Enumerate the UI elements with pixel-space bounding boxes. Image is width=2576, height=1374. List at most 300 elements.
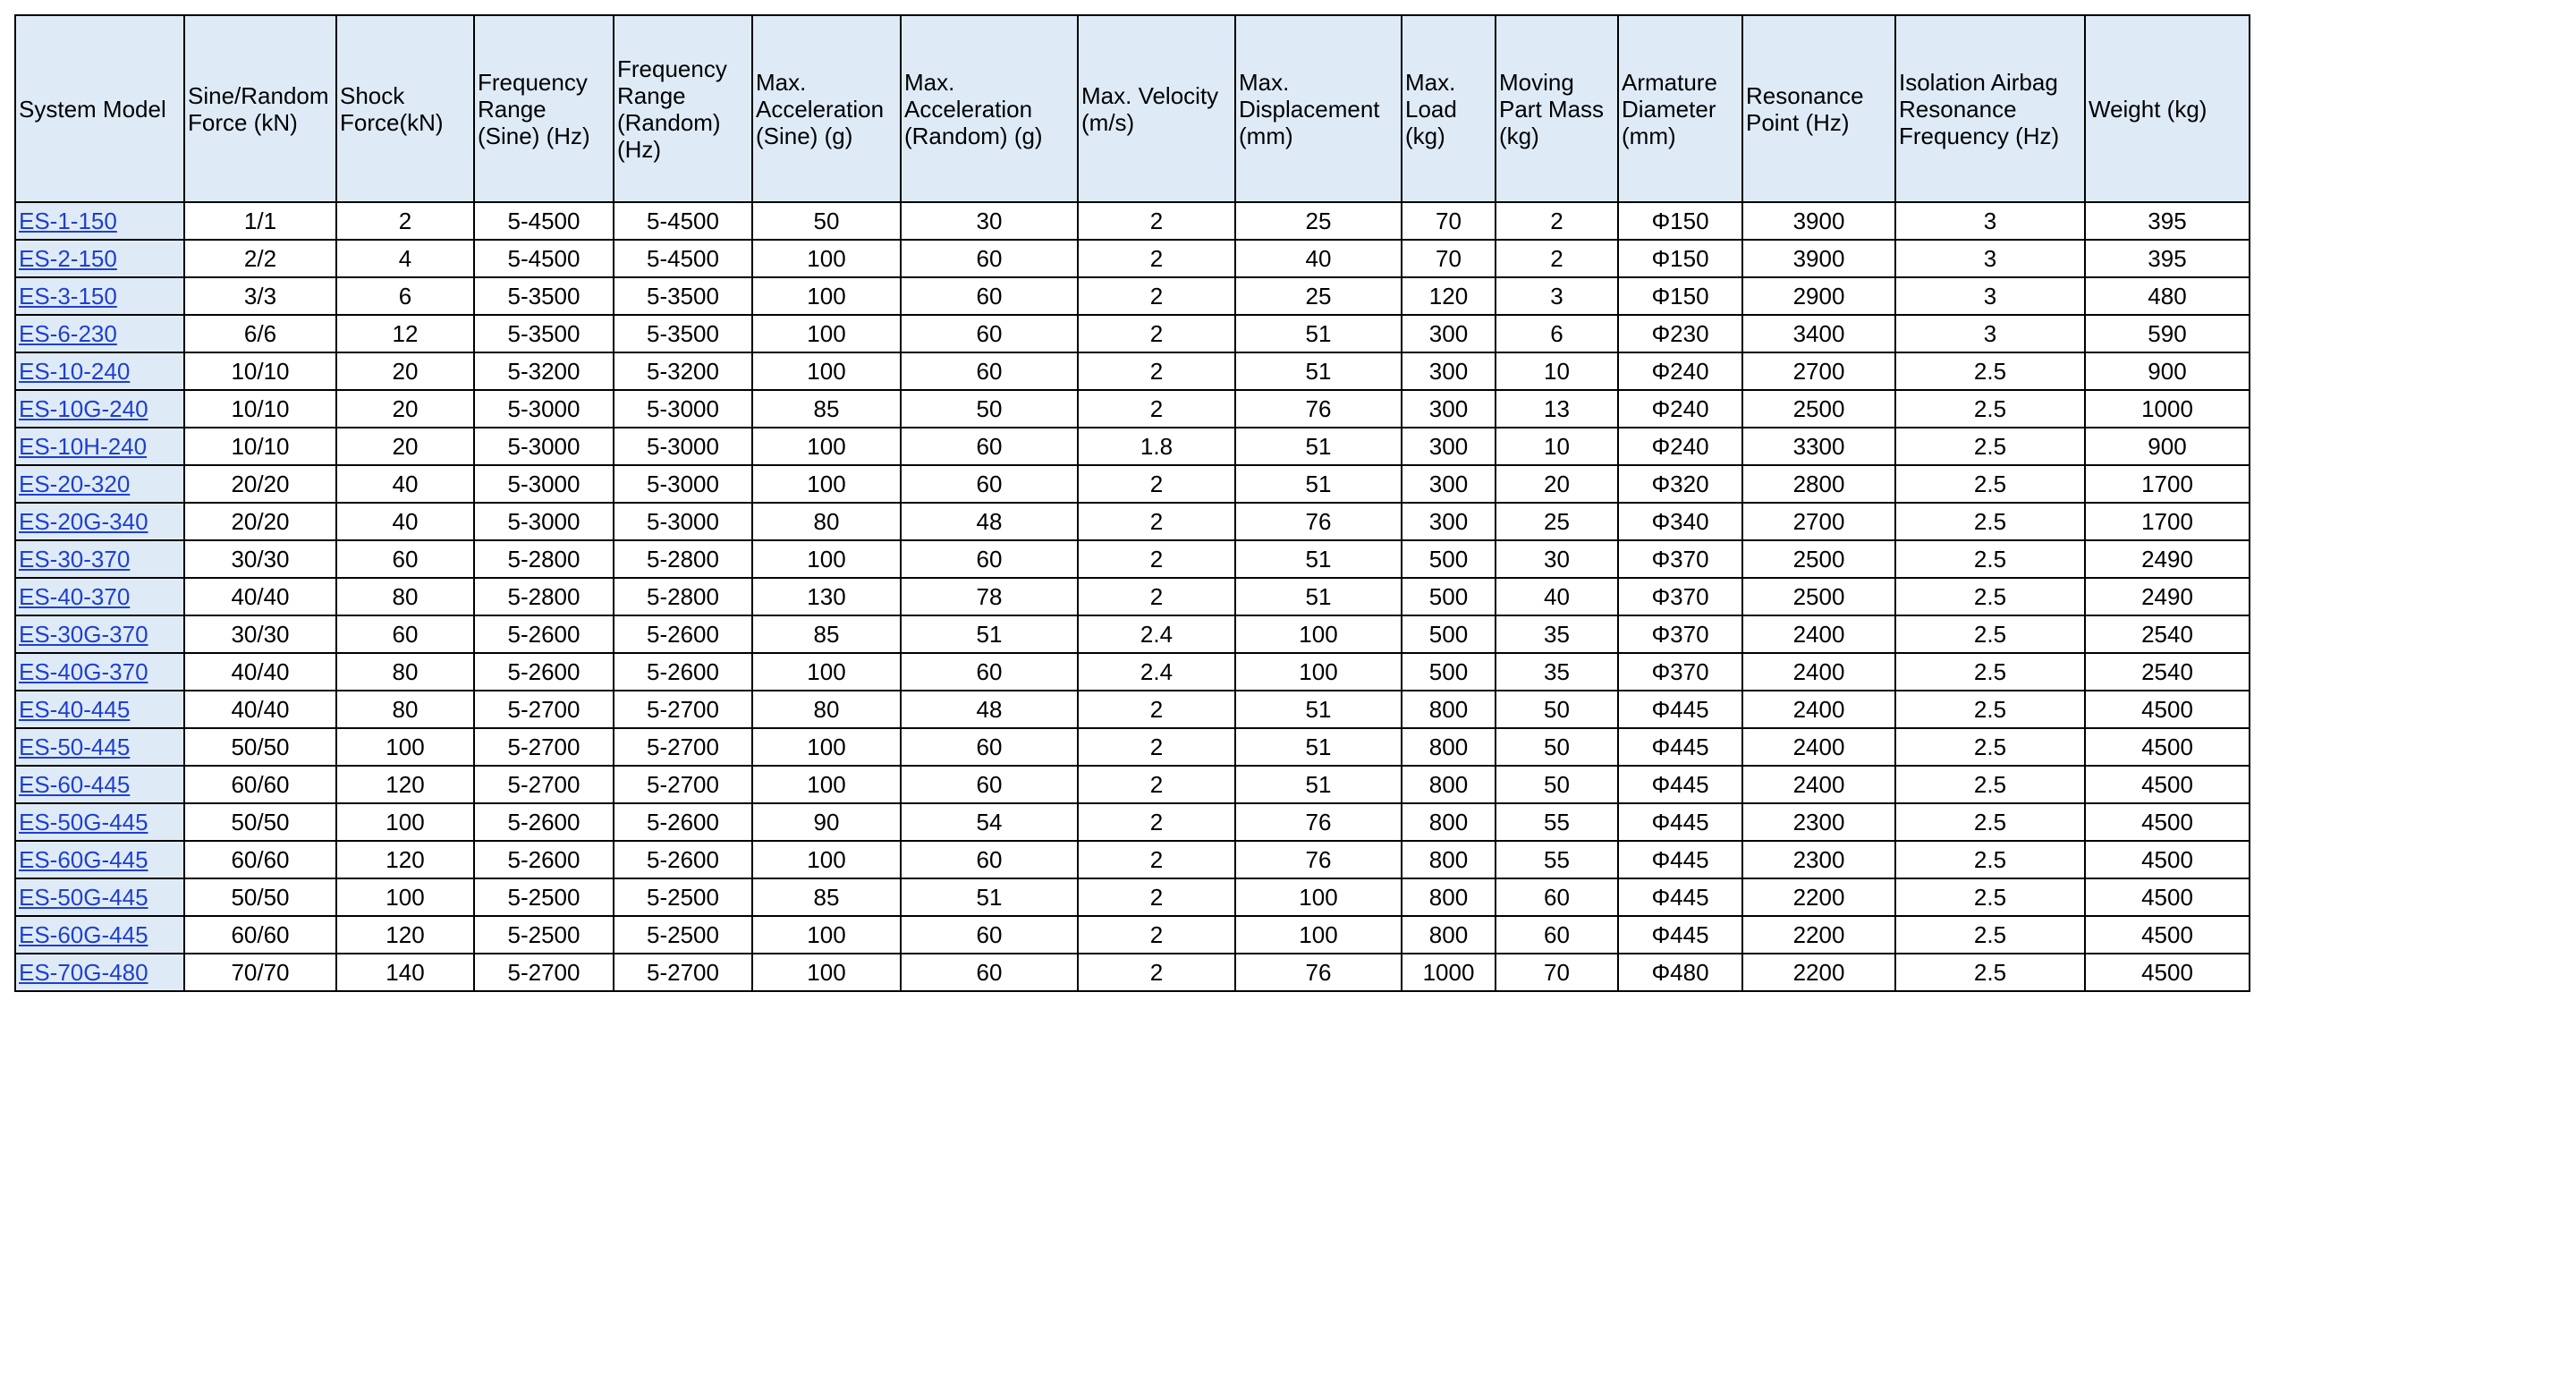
cell-max-displacement: 25 [1235,202,1402,240]
cell-moving-part-mass: 60 [1496,878,1618,916]
system-model-link[interactable]: ES-3-150 [19,282,117,310]
cell-isolation-airbag-frequency: 3 [1895,202,2085,240]
cell-max-load: 300 [1402,352,1496,390]
cell-max-displacement: 76 [1235,503,1402,540]
cell-max-load: 800 [1402,916,1496,954]
cell-armature-diameter: Φ370 [1618,653,1742,691]
cell-frequency-range-random: 5-2500 [614,916,752,954]
cell-max-velocity: 2 [1078,540,1235,578]
cell-resonance-point: 2400 [1742,766,1895,803]
cell-resonance-point: 2500 [1742,578,1895,615]
cell-frequency-range-random: 5-2700 [614,728,752,766]
cell-max-acceleration-random: 60 [901,540,1078,578]
cell-max-acceleration-random: 60 [901,841,1078,878]
cell-resonance-point: 2500 [1742,390,1895,428]
system-model-link[interactable]: ES-2-150 [19,244,117,272]
cell-max-velocity: 2 [1078,315,1235,352]
cell-moving-part-mass: 3 [1496,277,1618,315]
cell-sine-random-force: 10/10 [184,390,336,428]
cell-max-load: 70 [1402,240,1496,277]
cell-armature-diameter: Φ445 [1618,766,1742,803]
cell-max-acceleration-random: 60 [901,315,1078,352]
header-max-load: Max. Load (kg) [1402,15,1496,202]
cell-frequency-range-random: 5-4500 [614,240,752,277]
cell-max-velocity: 2 [1078,841,1235,878]
table-row [15,691,2250,728]
cell-frequency-range-sine: 5-2800 [474,540,614,578]
cell-moving-part-mass: 6 [1496,315,1618,352]
cell-moving-part-mass: 30 [1496,540,1618,578]
cell-shock-force: 4 [336,240,474,277]
cell-resonance-point: 2400 [1742,615,1895,653]
cell-max-displacement: 51 [1235,428,1402,465]
cell-weight: 2490 [2085,578,2250,615]
cell-sine-random-force: 20/20 [184,465,336,503]
cell-max-velocity: 2 [1078,352,1235,390]
cell-sine-random-force: 40/40 [184,578,336,615]
system-model-link[interactable]: ES-40G-370 [19,657,148,685]
cell-shock-force: 140 [336,954,474,991]
cell-max-load: 300 [1402,465,1496,503]
cell-armature-diameter: Φ370 [1618,578,1742,615]
cell-sine-random-force: 50/50 [184,878,336,916]
cell-frequency-range-random: 5-4500 [614,202,752,240]
cell-system-model [15,540,184,578]
cell-sine-random-force: 40/40 [184,691,336,728]
cell-max-load: 1000 [1402,954,1496,991]
cell-weight: 900 [2085,352,2250,390]
cell-max-acceleration-sine: 85 [752,878,901,916]
table-row [15,277,2250,315]
cell-shock-force: 60 [336,615,474,653]
cell-shock-force: 100 [336,878,474,916]
cell-system-model [15,352,184,390]
cell-max-acceleration-random: 51 [901,878,1078,916]
cell-max-velocity: 2 [1078,916,1235,954]
cell-max-acceleration-sine: 100 [752,277,901,315]
cell-max-load: 800 [1402,728,1496,766]
cell-isolation-airbag-frequency: 2.5 [1895,390,2085,428]
cell-moving-part-mass: 10 [1496,352,1618,390]
system-model-link[interactable]: ES-50G-445 [19,808,148,835]
cell-max-acceleration-sine: 85 [752,390,901,428]
table-row [15,465,2250,503]
table-row [15,390,2250,428]
cell-isolation-airbag-frequency: 2.5 [1895,352,2085,390]
cell-frequency-range-sine: 5-2500 [474,916,614,954]
cell-frequency-range-random: 5-3500 [614,277,752,315]
cell-max-acceleration-sine: 100 [752,841,901,878]
cell-max-velocity: 2 [1078,878,1235,916]
table-row [15,916,2250,954]
cell-armature-diameter: Φ320 [1618,465,1742,503]
cell-weight: 2540 [2085,615,2250,653]
cell-weight: 1000 [2085,390,2250,428]
cell-max-acceleration-sine: 100 [752,315,901,352]
cell-max-displacement: 76 [1235,390,1402,428]
cell-max-acceleration-sine: 80 [752,503,901,540]
cell-max-acceleration-random: 48 [901,503,1078,540]
cell-sine-random-force: 60/60 [184,766,336,803]
table-row [15,428,2250,465]
cell-shock-force: 80 [336,578,474,615]
cell-isolation-airbag-frequency: 2.5 [1895,916,2085,954]
system-model-link[interactable]: ES-50-445 [19,733,131,760]
cell-shock-force: 40 [336,465,474,503]
cell-system-model [15,878,184,916]
cell-max-acceleration-random: 60 [901,954,1078,991]
cell-shock-force: 40 [336,503,474,540]
cell-max-displacement: 76 [1235,803,1402,841]
cell-max-acceleration-sine: 100 [752,766,901,803]
cell-isolation-airbag-frequency: 2.5 [1895,841,2085,878]
cell-weight: 395 [2085,240,2250,277]
table-row [15,503,2250,540]
cell-isolation-airbag-frequency: 2.5 [1895,615,2085,653]
cell-shock-force: 6 [336,277,474,315]
cell-resonance-point: 2500 [1742,540,1895,578]
cell-max-acceleration-random: 60 [901,352,1078,390]
cell-max-load: 300 [1402,428,1496,465]
cell-system-model [15,428,184,465]
cell-shock-force: 100 [336,728,474,766]
cell-moving-part-mass: 60 [1496,916,1618,954]
cell-max-acceleration-sine: 100 [752,916,901,954]
cell-weight: 4500 [2085,878,2250,916]
header-moving-part-mass: Moving Part Mass (kg) [1496,15,1618,202]
cell-moving-part-mass: 10 [1496,428,1618,465]
system-model-link[interactable]: ES-40-445 [19,695,131,723]
cell-resonance-point: 2300 [1742,803,1895,841]
cell-sine-random-force: 60/60 [184,916,336,954]
cell-resonance-point: 2700 [1742,503,1895,540]
cell-max-displacement: 51 [1235,465,1402,503]
table-row [15,878,2250,916]
cell-shock-force: 2 [336,202,474,240]
cell-sine-random-force: 2/2 [184,240,336,277]
cell-resonance-point: 2400 [1742,691,1895,728]
cell-isolation-airbag-frequency: 3 [1895,240,2085,277]
cell-sine-random-force: 10/10 [184,352,336,390]
cell-max-acceleration-random: 60 [901,916,1078,954]
cell-weight: 1700 [2085,503,2250,540]
cell-shock-force: 120 [336,841,474,878]
cell-system-model [15,277,184,315]
header-row [15,15,2250,202]
cell-system-model [15,315,184,352]
cell-max-acceleration-random: 60 [901,428,1078,465]
cell-moving-part-mass: 2 [1496,240,1618,277]
table-row [15,653,2250,691]
cell-max-acceleration-random: 60 [901,653,1078,691]
cell-shock-force: 12 [336,315,474,352]
cell-max-velocity: 2 [1078,390,1235,428]
cell-max-velocity: 2 [1078,578,1235,615]
cell-max-acceleration-sine: 85 [752,615,901,653]
cell-sine-random-force: 30/30 [184,540,336,578]
cell-max-acceleration-random: 54 [901,803,1078,841]
cell-max-acceleration-sine: 100 [752,465,901,503]
cell-weight: 480 [2085,277,2250,315]
cell-weight: 900 [2085,428,2250,465]
cell-moving-part-mass: 70 [1496,954,1618,991]
system-model-link[interactable]: ES-60-445 [19,770,131,798]
cell-moving-part-mass: 20 [1496,465,1618,503]
cell-max-velocity: 2 [1078,728,1235,766]
cell-system-model [15,841,184,878]
cell-frequency-range-sine: 5-4500 [474,202,614,240]
cell-max-acceleration-random: 48 [901,691,1078,728]
header-max-acceleration-random: Max. Acceleration (Random) (g) [901,15,1078,202]
system-model-link[interactable]: ES-60G-445 [19,845,148,873]
cell-max-acceleration-random: 50 [901,390,1078,428]
cell-max-velocity: 2 [1078,503,1235,540]
cell-frequency-range-sine: 5-2600 [474,615,614,653]
cell-armature-diameter: Φ480 [1618,954,1742,991]
cell-isolation-airbag-frequency: 2.5 [1895,954,2085,991]
cell-frequency-range-sine: 5-3500 [474,277,614,315]
cell-sine-random-force: 70/70 [184,954,336,991]
system-model-link[interactable]: ES-60G-445 [19,920,148,948]
cell-frequency-range-sine: 5-2600 [474,653,614,691]
cell-frequency-range-sine: 5-3000 [474,428,614,465]
cell-max-load: 120 [1402,277,1496,315]
table-row [15,841,2250,878]
cell-max-displacement: 25 [1235,277,1402,315]
cell-moving-part-mass: 13 [1496,390,1618,428]
system-model-link[interactable]: ES-10G-240 [19,394,148,422]
cell-system-model [15,803,184,841]
cell-frequency-range-random: 5-3000 [614,428,752,465]
cell-max-acceleration-sine: 100 [752,954,901,991]
cell-isolation-airbag-frequency: 2.5 [1895,766,2085,803]
cell-moving-part-mass: 55 [1496,841,1618,878]
cell-isolation-airbag-frequency: 2.5 [1895,578,2085,615]
cell-system-model [15,691,184,728]
system-model-link[interactable]: ES-10H-240 [19,432,148,460]
cell-max-displacement: 51 [1235,578,1402,615]
cell-sine-random-force: 3/3 [184,277,336,315]
cell-isolation-airbag-frequency: 3 [1895,315,2085,352]
cell-max-acceleration-random: 78 [901,578,1078,615]
cell-max-velocity: 2 [1078,766,1235,803]
system-model-link[interactable]: ES-40-370 [19,582,131,610]
cell-resonance-point: 2200 [1742,916,1895,954]
cell-isolation-airbag-frequency: 2.5 [1895,728,2085,766]
system-model-link[interactable]: ES-6-230 [19,319,117,347]
cell-max-velocity: 2 [1078,465,1235,503]
header-frequency-range-sine: Frequency Range (Sine) (Hz) [474,15,614,202]
cell-frequency-range-sine: 5-2600 [474,803,614,841]
cell-shock-force: 120 [336,916,474,954]
cell-frequency-range-random: 5-2700 [614,766,752,803]
cell-max-velocity: 1.8 [1078,428,1235,465]
cell-armature-diameter: Φ445 [1618,878,1742,916]
cell-armature-diameter: Φ445 [1618,841,1742,878]
cell-max-load: 500 [1402,540,1496,578]
cell-system-model [15,202,184,240]
cell-moving-part-mass: 50 [1496,691,1618,728]
system-model-link[interactable]: ES-70G-480 [19,958,148,986]
cell-weight: 590 [2085,315,2250,352]
cell-frequency-range-random: 5-2800 [614,540,752,578]
cell-max-velocity: 2 [1078,691,1235,728]
cell-sine-random-force: 40/40 [184,653,336,691]
cell-max-acceleration-sine: 90 [752,803,901,841]
cell-system-model [15,653,184,691]
cell-isolation-airbag-frequency: 2.5 [1895,691,2085,728]
cell-system-model [15,390,184,428]
cell-system-model [15,916,184,954]
system-model-link[interactable]: ES-20-320 [19,470,131,497]
cell-max-displacement: 40 [1235,240,1402,277]
table-row [15,803,2250,841]
cell-resonance-point: 2400 [1742,653,1895,691]
cell-max-acceleration-sine: 100 [752,428,901,465]
cell-frequency-range-random: 5-3500 [614,315,752,352]
header-max-velocity: Max. Velocity (m/s) [1078,15,1235,202]
cell-max-displacement: 51 [1235,766,1402,803]
cell-frequency-range-sine: 5-2700 [474,728,614,766]
cell-moving-part-mass: 35 [1496,615,1618,653]
cell-max-acceleration-sine: 130 [752,578,901,615]
header-isolation-airbag-frequency: Isolation Airbag Resonance Frequency (Hz) [1895,15,2085,202]
cell-armature-diameter: Φ150 [1618,277,1742,315]
cell-resonance-point: 3400 [1742,315,1895,352]
cell-sine-random-force: 6/6 [184,315,336,352]
cell-sine-random-force: 20/20 [184,503,336,540]
cell-max-acceleration-random: 60 [901,766,1078,803]
table-row [15,615,2250,653]
cell-isolation-airbag-frequency: 3 [1895,277,2085,315]
cell-shock-force: 20 [336,428,474,465]
cell-frequency-range-sine: 5-3000 [474,465,614,503]
cell-frequency-range-random: 5-2800 [614,578,752,615]
header-sine-random-force: Sine/Random Force (kN) [184,15,336,202]
cell-armature-diameter: Φ340 [1618,503,1742,540]
cell-max-displacement: 100 [1235,878,1402,916]
cell-frequency-range-random: 5-2600 [614,615,752,653]
cell-max-acceleration-sine: 50 [752,202,901,240]
cell-armature-diameter: Φ240 [1618,352,1742,390]
cell-weight: 4500 [2085,803,2250,841]
cell-max-velocity: 2.4 [1078,653,1235,691]
cell-frequency-range-sine: 5-2700 [474,691,614,728]
cell-max-load: 800 [1402,878,1496,916]
table-row [15,240,2250,277]
cell-max-velocity: 2 [1078,277,1235,315]
cell-armature-diameter: Φ370 [1618,540,1742,578]
header-frequency-range-random: Frequency Range (Random) (Hz) [614,15,752,202]
header-system-model: System Model [15,15,184,202]
cell-moving-part-mass: 50 [1496,728,1618,766]
cell-sine-random-force: 1/1 [184,202,336,240]
cell-max-load: 800 [1402,766,1496,803]
cell-weight: 2490 [2085,540,2250,578]
cell-system-model [15,954,184,991]
cell-sine-random-force: 30/30 [184,615,336,653]
cell-max-velocity: 2 [1078,240,1235,277]
cell-max-acceleration-sine: 100 [752,240,901,277]
cell-resonance-point: 2700 [1742,352,1895,390]
cell-frequency-range-random: 5-2500 [614,878,752,916]
cell-max-displacement: 100 [1235,653,1402,691]
cell-frequency-range-sine: 5-2600 [474,841,614,878]
cell-frequency-range-sine: 5-4500 [474,240,614,277]
system-model-link[interactable]: ES-30G-370 [19,620,148,648]
cell-moving-part-mass: 25 [1496,503,1618,540]
cell-max-displacement: 100 [1235,916,1402,954]
cell-armature-diameter: Φ240 [1618,390,1742,428]
cell-frequency-range-random: 5-2600 [614,841,752,878]
cell-armature-diameter: Φ150 [1618,240,1742,277]
system-model-link[interactable]: ES-20G-340 [19,507,148,535]
cell-shock-force: 80 [336,691,474,728]
system-model-link[interactable]: ES-30-370 [19,545,131,572]
cell-weight: 395 [2085,202,2250,240]
cell-armature-diameter: Φ230 [1618,315,1742,352]
cell-isolation-airbag-frequency: 2.5 [1895,878,2085,916]
cell-weight: 4500 [2085,766,2250,803]
cell-shock-force: 60 [336,540,474,578]
table-row [15,540,2250,578]
cell-system-model [15,578,184,615]
cell-max-acceleration-random: 60 [901,728,1078,766]
cell-isolation-airbag-frequency: 2.5 [1895,540,2085,578]
cell-shock-force: 120 [336,766,474,803]
cell-max-load: 800 [1402,841,1496,878]
cell-max-displacement: 76 [1235,841,1402,878]
cell-frequency-range-sine: 5-2700 [474,954,614,991]
cell-system-model [15,465,184,503]
cell-armature-diameter: Φ445 [1618,691,1742,728]
cell-sine-random-force: 10/10 [184,428,336,465]
cell-armature-diameter: Φ445 [1618,916,1742,954]
cell-armature-diameter: Φ445 [1618,728,1742,766]
cell-resonance-point: 2900 [1742,277,1895,315]
cell-moving-part-mass: 50 [1496,766,1618,803]
cell-armature-diameter: Φ240 [1618,428,1742,465]
table-row [15,352,2250,390]
cell-weight: 4500 [2085,728,2250,766]
cell-frequency-range-random: 5-2600 [614,653,752,691]
cell-max-displacement: 100 [1235,615,1402,653]
cell-max-velocity: 2 [1078,954,1235,991]
header-shock-force: Shock Force(kN) [336,15,474,202]
cell-weight: 4500 [2085,954,2250,991]
table-row [15,954,2250,991]
cell-max-displacement: 51 [1235,691,1402,728]
cell-weight: 1700 [2085,465,2250,503]
cell-max-load: 500 [1402,615,1496,653]
cell-shock-force: 100 [336,803,474,841]
cell-frequency-range-sine: 5-3000 [474,390,614,428]
cell-system-model [15,766,184,803]
cell-resonance-point: 2400 [1742,728,1895,766]
cell-moving-part-mass: 55 [1496,803,1618,841]
cell-max-acceleration-random: 30 [901,202,1078,240]
cell-max-acceleration-sine: 100 [752,540,901,578]
cell-max-acceleration-sine: 100 [752,728,901,766]
cell-isolation-airbag-frequency: 2.5 [1895,465,2085,503]
system-model-link[interactable]: ES-50G-445 [19,883,148,911]
cell-resonance-point: 3900 [1742,202,1895,240]
system-model-link[interactable]: ES-10-240 [19,357,131,385]
cell-moving-part-mass: 40 [1496,578,1618,615]
header-max-displacement: Max. Displacement (mm) [1235,15,1402,202]
table-row [15,315,2250,352]
system-model-link[interactable]: ES-1-150 [19,207,117,234]
